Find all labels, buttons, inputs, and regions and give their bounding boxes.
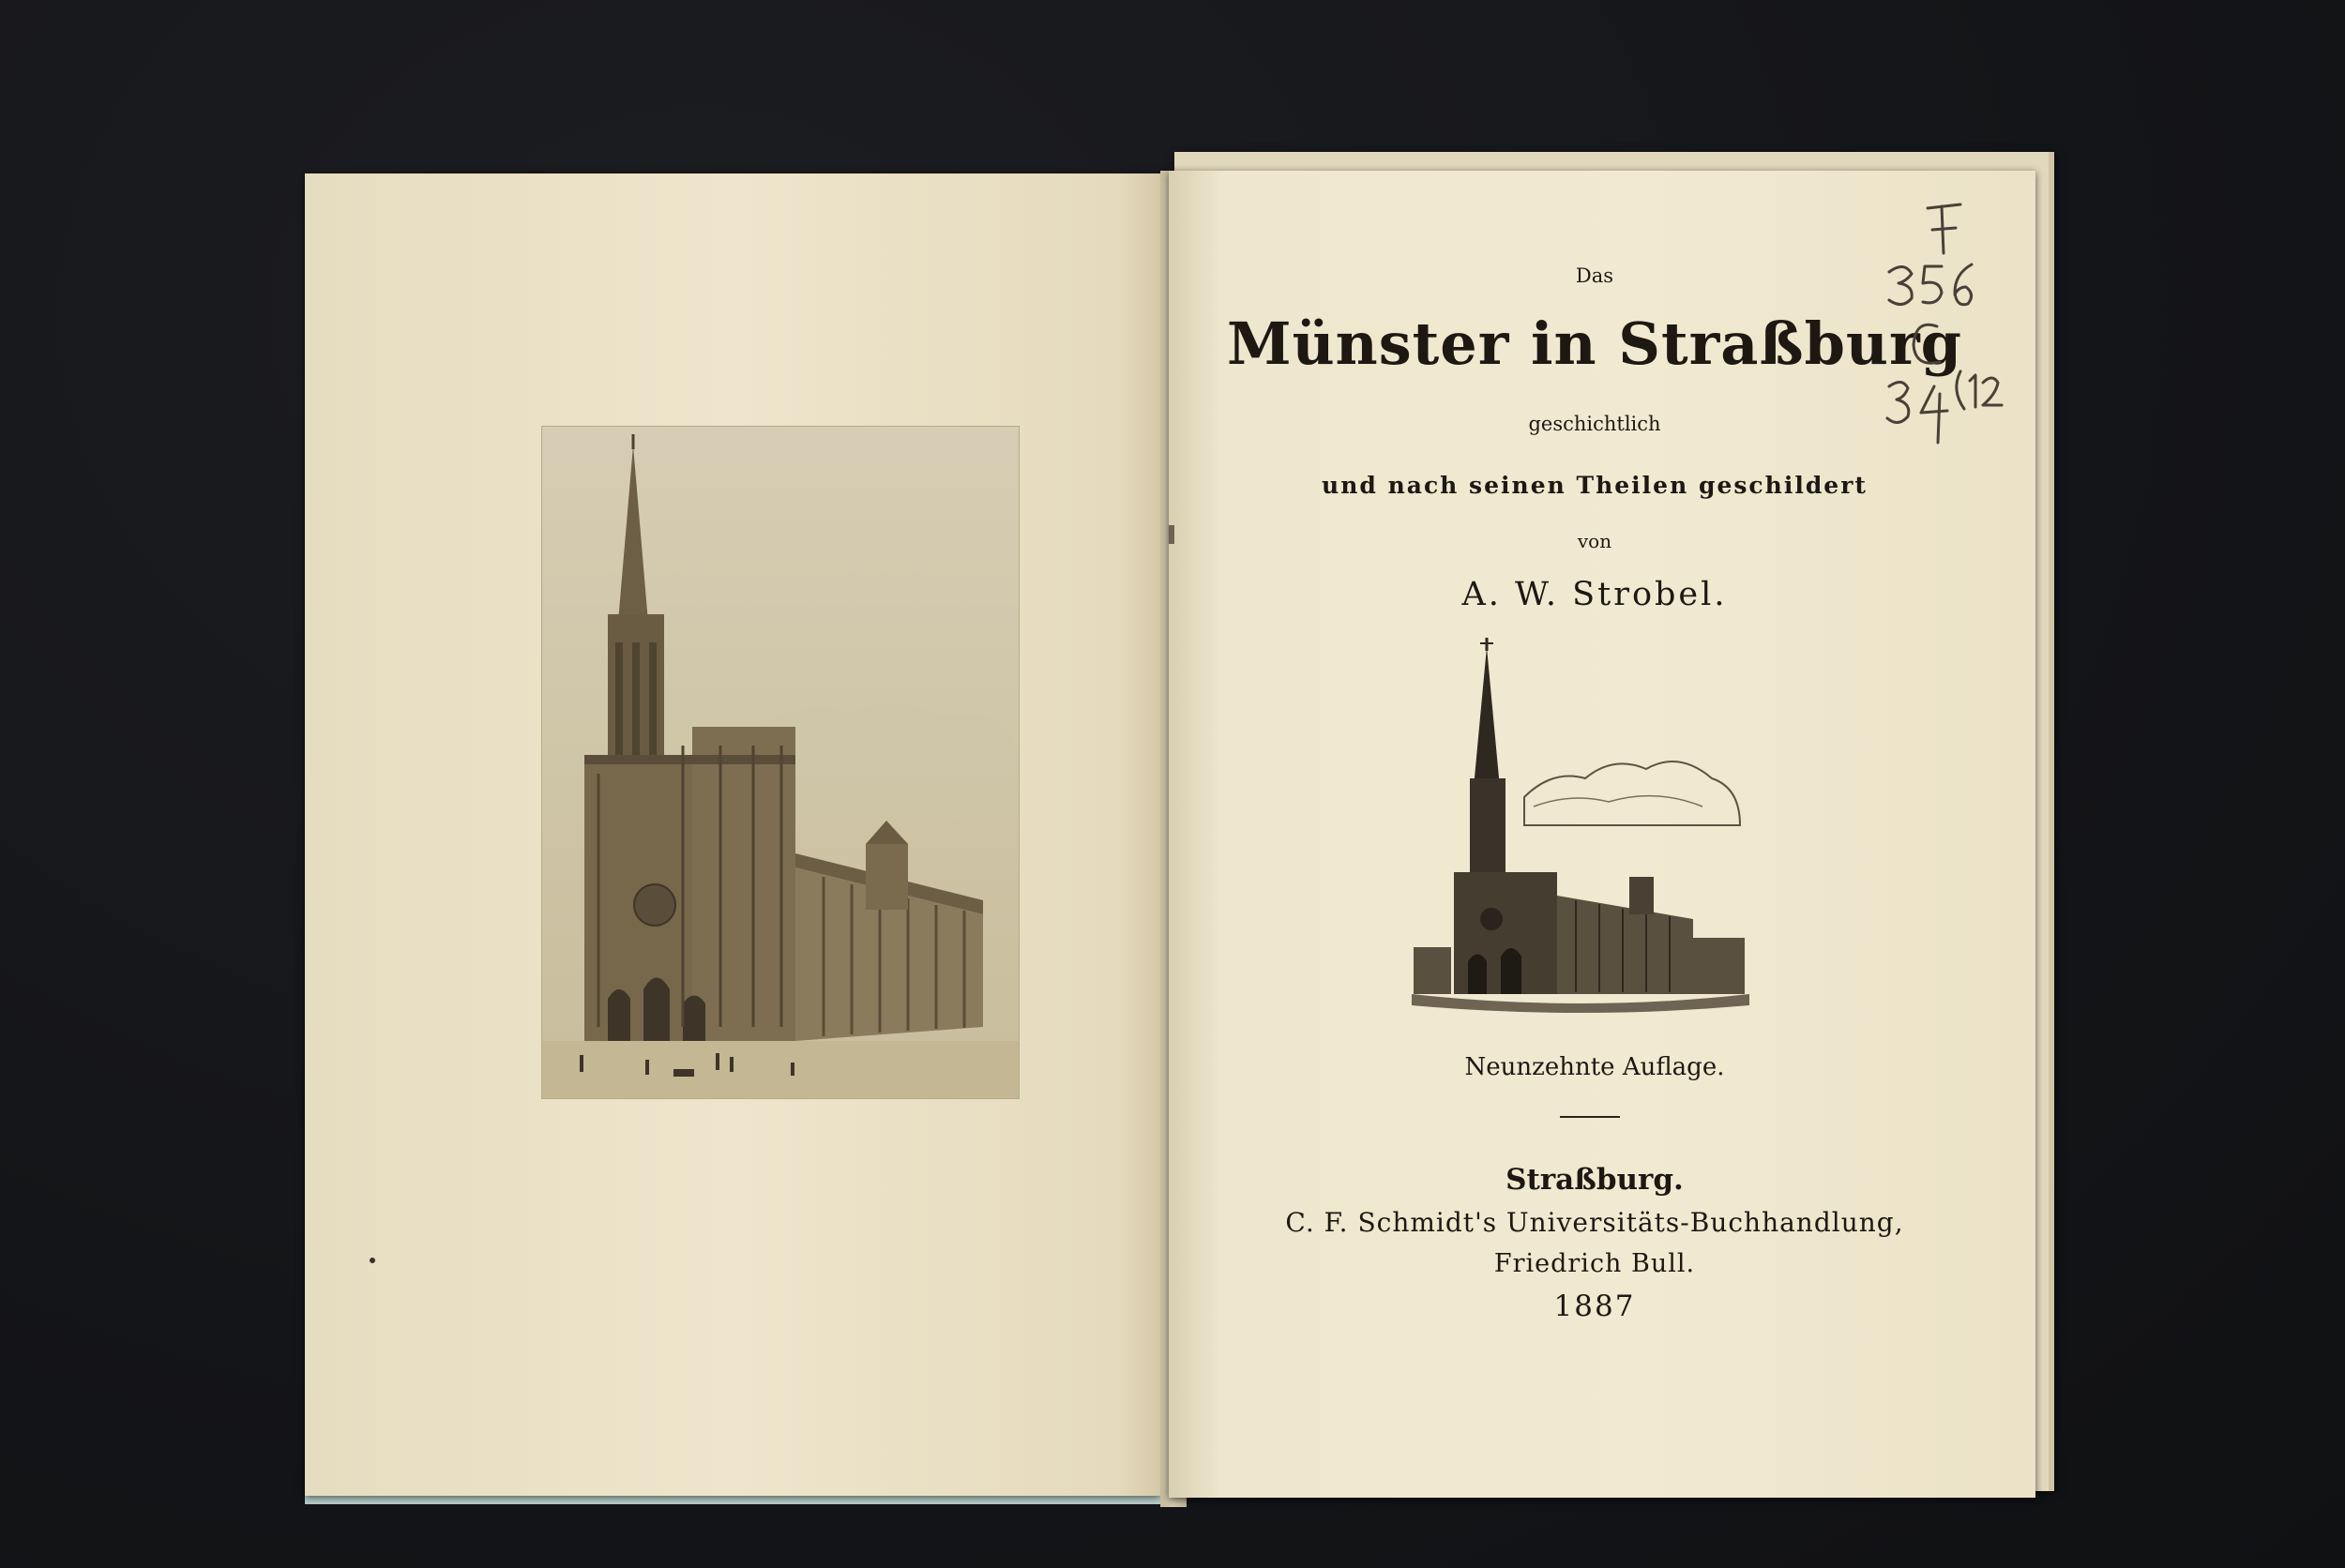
subtitle-line-1: geschichtlich [1528, 413, 1661, 435]
edition-line: Neunzehnte Auflage. [1464, 1053, 1725, 1081]
by-line: von [1577, 530, 1612, 552]
cathedral-vignette-engraving [1412, 638, 1749, 1013]
page-speck [370, 1258, 375, 1263]
handwritten-shelfmark [1885, 188, 2017, 450]
title-article: Das [1575, 264, 1614, 287]
subtitle-line-2: und nach seinen Theilen geschildert [1322, 472, 1868, 499]
imprint-publisher: C. F. Schmidt's Universitäts-Buchhandlung, [1285, 1207, 1904, 1238]
imprint-publisher-name: Friedrich Bull. [1493, 1249, 1696, 1278]
shelfmark-ink [1885, 188, 2017, 450]
title-vignette [1412, 638, 1749, 1013]
book-title: Münster in Straßburg [1226, 309, 1963, 378]
author-name: A. W. Strobel. [1461, 576, 1728, 613]
divider-rule [1560, 1116, 1620, 1118]
gutter-mark [1169, 525, 1174, 544]
cathedral-engraving [542, 427, 1019, 1098]
frontispiece-plate [542, 427, 1019, 1098]
imprint-year: 1887 [1553, 1289, 1636, 1323]
imprint-place: Straßburg. [1505, 1163, 1684, 1197]
